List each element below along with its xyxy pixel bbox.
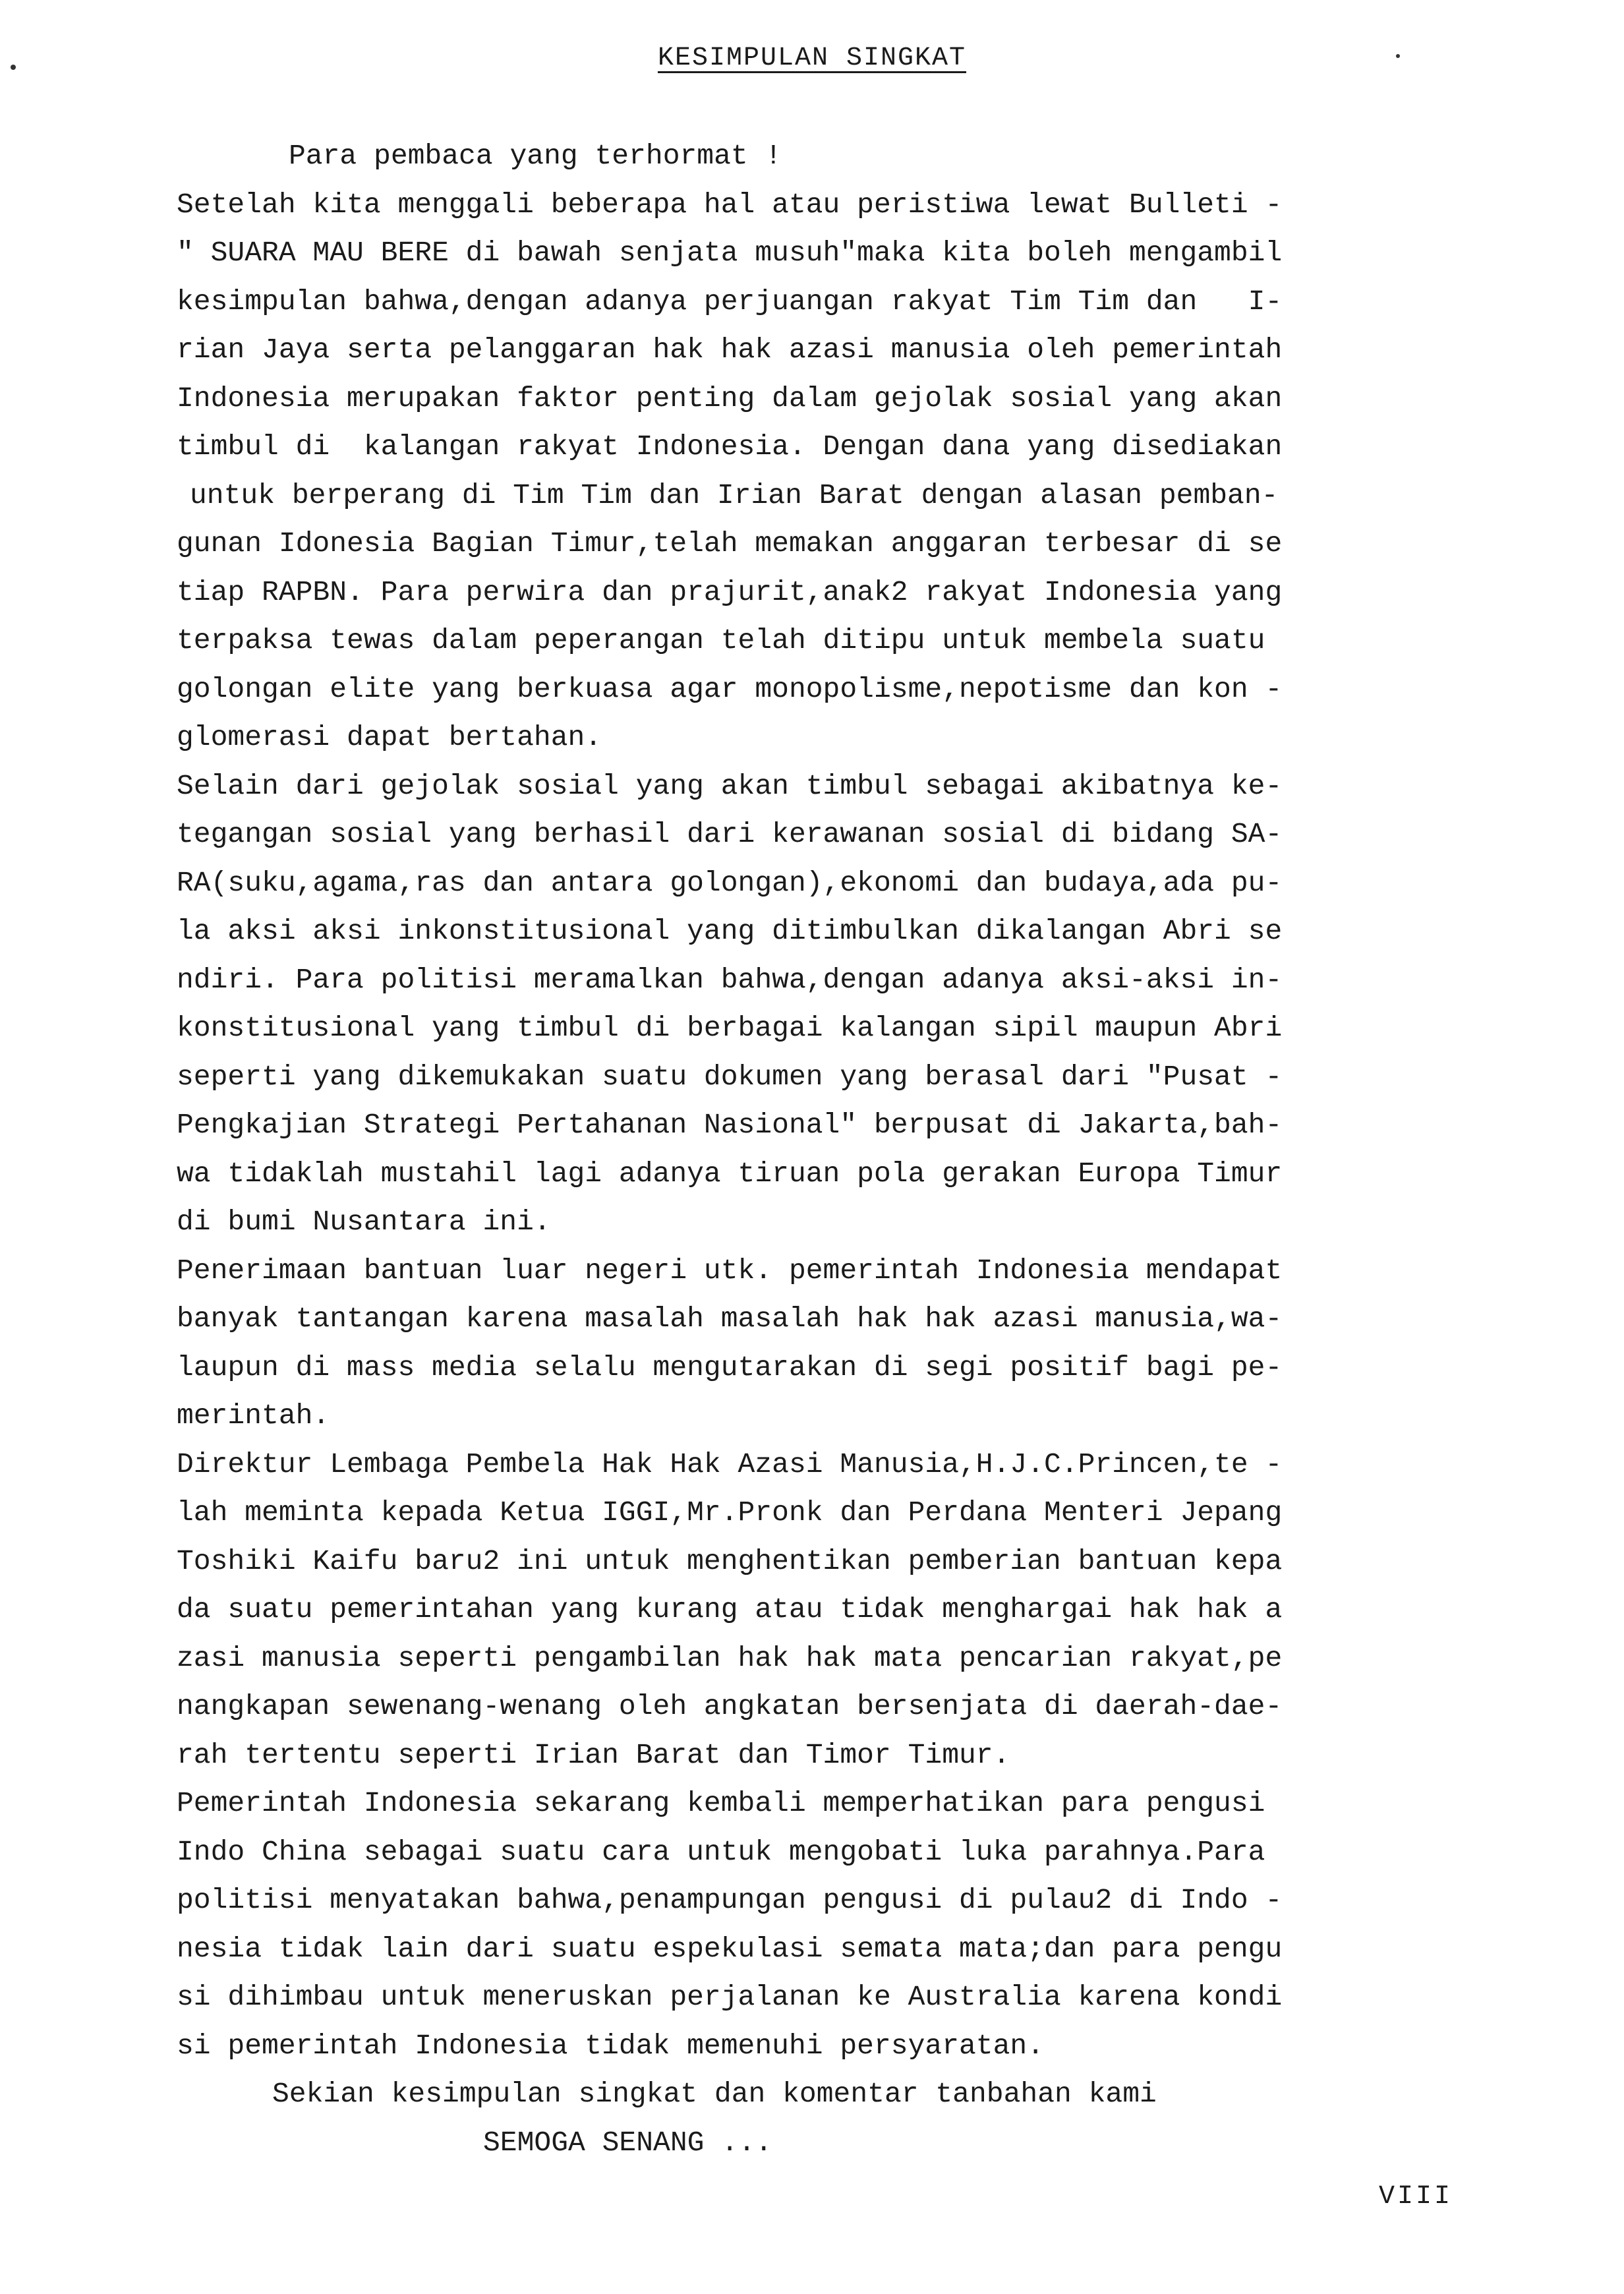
body-line: ndiri. Para politisi meramalkan bahwa,dengan adanya aksi-aksi in- [177,963,1283,996]
document-body [177,132,1422,2167]
body-line: tiap RAPBN. Para perwira dan prajurit,anak2 rakyat Indonesia yang [177,575,1283,608]
body-line: si dihimbau untuk meneruskan perjalanan ke Australia karena kondi [177,1981,1283,2013]
body-line: kesimpulan bahwa,dengan adanya perjuangan rakyat Tim Tim dan I- [177,285,1283,318]
body-line: laupun di mass media selalu mengutarakan di segi positif bagi pe- [177,1351,1283,1384]
body-line: RA(suku,agama,ras dan antara golongan),ekonomi dan budaya,ada pu- [177,866,1283,899]
body-line: merintah. [177,1399,330,1432]
body-line: la aksi aksi inkonstitusional yang ditimbulkan dikalangan Abri se [177,915,1283,947]
body-line: Pengkajian Strategi Pertahanan Nasional" berpusat di Jakarta,bah- [177,1109,1283,1141]
body-line: Toshiki Kaifu baru2 ini untuk menghentikan pemberian bantuan kepa [177,1544,1283,1577]
body-line: banyak tantangan karena masalah masalah hak hak azasi manusia,wa- [177,1303,1283,1335]
body-line: di bumi Nusantara ini. [177,1206,551,1238]
body-line: Direktur Lembaga Pembela Hak Hak Azasi Manusia,H.J.C.Princen,te - [177,1448,1283,1481]
body-line: gunan Idonesia Bagian Timur,telah memakan anggaran terbesar di se [177,527,1283,560]
body-line: da suatu pemerintahan yang kurang atau tidak menghargai hak hak a [177,1593,1283,1626]
body-line: wa tidaklah mustahil lagi adanya tiruan pola gerakan Europa Timur [177,1157,1283,1190]
body-line: seperti yang dikemukakan suatu dokumen yang berasal dari "Pusat - [177,1060,1283,1093]
body-line: golongan elite yang berkuasa agar monopolisme,nepotisme dan kon - [177,672,1283,705]
body-line: Selain dari gejolak sosial yang akan timbul sebagai akibatnya ke- [177,769,1283,802]
body-line: " SUARA MAU BERE di bawah senjata musuh"maka kita boleh mengambil [177,237,1283,269]
body-line: Pemerintah Indonesia sekarang kembali memperhatikan para pengusi [177,1787,1265,1819]
body-line: si pemerintah Indonesia tidak memenuhi persyaratan. [177,2029,1045,2062]
body-line: rah tertentu seperti Irian Barat dan Timor Timur. [177,1738,1010,1771]
salutation-line: Para pembaca yang terhormat ! [289,140,782,172]
body-line: nangkapan sewenang-wenang oleh angkatan bersenjata di daerah-dae- [177,1690,1283,1722]
document-title [0,44,1624,73]
body-line: zasi manusia seperti pengambilan hak hak mata pencarian rakyat,pe [177,1641,1283,1674]
body-line: Indo China sebagai suatu cara untuk mengobati luka parahnya.Para [177,1835,1265,1868]
body-line: lah meminta kepada Ketua IGGI,Mr.Pronk dan Perdana Menteri Jepang [177,1496,1283,1529]
body-line: terpaksa tewas dalam peperangan telah ditipu untuk membela suatu [177,624,1265,657]
body-line: nesia tidak lain dari suatu espekulasi semata mata;dan para pengu [177,1932,1283,1965]
body-line: konstitusional yang timbul di berbagai kalangan sipil maupun Abri [177,1012,1283,1044]
body-line: timbul di kalangan rakyat Indonesia. Dengan dana yang disediakan [177,430,1283,463]
body-line: politisi menyatakan bahwa,penampungan pengusi di pulau2 di Indo - [177,1884,1283,1916]
closing-line: Sekian kesimpulan singkat dan komentar tanbahan kami [272,2078,1157,2110]
body-line: Penerimaan bantuan luar negeri utk. pemerintah Indonesia mendapat [177,1254,1283,1287]
body-line: Setelah kita menggali beberapa hal atau peristiwa lewat Bulleti - [177,188,1283,221]
sign-off-line: SEMOGA SENANG ... [483,2126,772,2159]
body-line: untuk berperang di Tim Tim dan Irian Barat dengan alasan pemban- [190,479,1279,512]
page-number: VIII [1378,2182,1453,2212]
document-title-text: KESIMPULAN SINGKAT [657,44,967,73]
body-line: tegangan sosial yang berhasil dari kerawanan sosial di bidang SA- [177,818,1283,850]
body-line: glomerasi dapat bertahan. [177,721,602,753]
body-line: Indonesia merupakan faktor penting dalam gejolak sosial yang akan [177,382,1283,415]
body-line: rian Jaya serta pelanggaran hak hak azasi manusia oleh pemerintah [177,334,1283,366]
